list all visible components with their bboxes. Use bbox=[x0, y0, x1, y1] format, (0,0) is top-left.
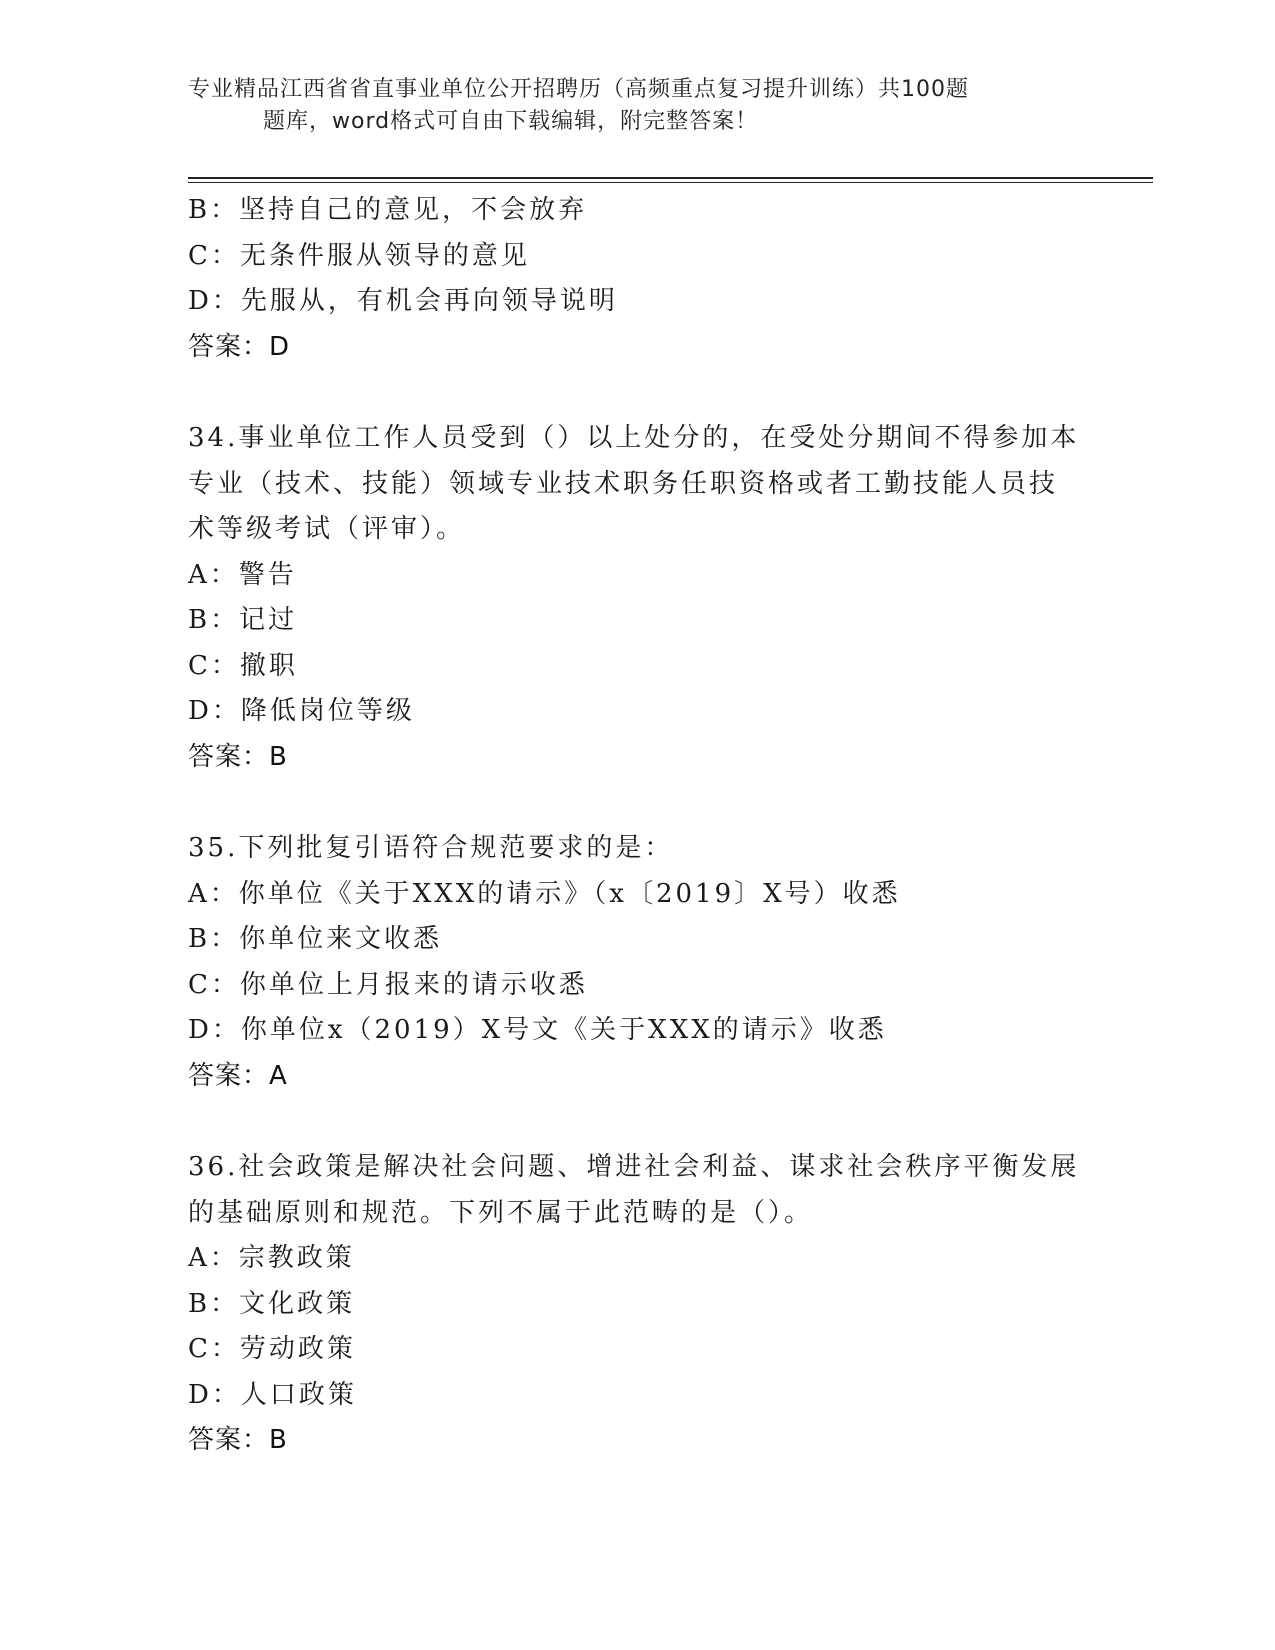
option-b: B：你单位来文收悉 bbox=[188, 924, 443, 954]
question-block-35 bbox=[188, 826, 1088, 1099]
question-stem-line: 的基础原则和规范。下列不属于此范畴的是（）。 bbox=[188, 1197, 814, 1228]
option-d: D：人口政策 bbox=[188, 1379, 357, 1410]
header-divider-thick bbox=[188, 177, 1153, 179]
header-title-line-2: 题库，word格式可自由下载编辑，附完整答案！ bbox=[263, 109, 759, 134]
question-block-34 bbox=[188, 416, 1088, 780]
header-title-line-1: 专业精品江西省省直事业单位公开招聘历（高频重点复习提升训练）共100题 bbox=[188, 77, 969, 102]
option-a: A：警告 bbox=[188, 559, 297, 590]
question-list bbox=[188, 188, 1088, 1464]
question-block-33-tail bbox=[188, 188, 1088, 370]
option-b: B：记过 bbox=[188, 605, 298, 635]
answer-line: 答案：D bbox=[188, 331, 291, 362]
option-d: D：你单位x（2019）X号文《关于XXX的请示》收悉 bbox=[188, 1015, 887, 1045]
question-stem-line: 35.下列批复引语符合规范要求的是： bbox=[188, 833, 674, 863]
answer-line: 答案：B bbox=[188, 741, 288, 772]
option-c: C：无条件服从领导的意见 bbox=[188, 240, 530, 271]
option-b: B：坚持自己的意见，不会放弃 bbox=[188, 195, 588, 225]
question-stem-line: 36.社会政策是解决社会问题、增进社会利益、谋求社会秩序平衡发展 bbox=[188, 1152, 1080, 1182]
question-block-36 bbox=[188, 1145, 1088, 1464]
question-stem-line: 术等级考试（评审）。 bbox=[188, 514, 466, 544]
option-a: A：宗教政策 bbox=[188, 1243, 355, 1273]
question-stem-line: 专业（技术、技能）领域专业技术职务任职资格或者工勤技能人员技 bbox=[188, 468, 1059, 499]
option-c: C：劳动政策 bbox=[188, 1334, 356, 1364]
option-c: C：你单位上月报来的请示收悉 bbox=[188, 969, 588, 1000]
option-d: D：降低岗位等级 bbox=[188, 696, 415, 726]
option-d: D：先服从，有机会再向领导说明 bbox=[188, 286, 618, 316]
question-stem-line: 34.事业单位工作人员受到（）以上处分的，在受处分期间不得参加本 bbox=[188, 423, 1080, 453]
option-c: C：撤职 bbox=[188, 650, 298, 681]
answer-line: 答案：B bbox=[188, 1425, 288, 1455]
header-divider-thin bbox=[188, 182, 1153, 183]
option-a: A：你单位《关于XXX的请示》（x〔2019〕X号）收悉 bbox=[188, 878, 901, 909]
document-header bbox=[188, 74, 1068, 138]
option-b: B：文化政策 bbox=[188, 1288, 356, 1319]
answer-line: 答案：A bbox=[188, 1060, 288, 1091]
